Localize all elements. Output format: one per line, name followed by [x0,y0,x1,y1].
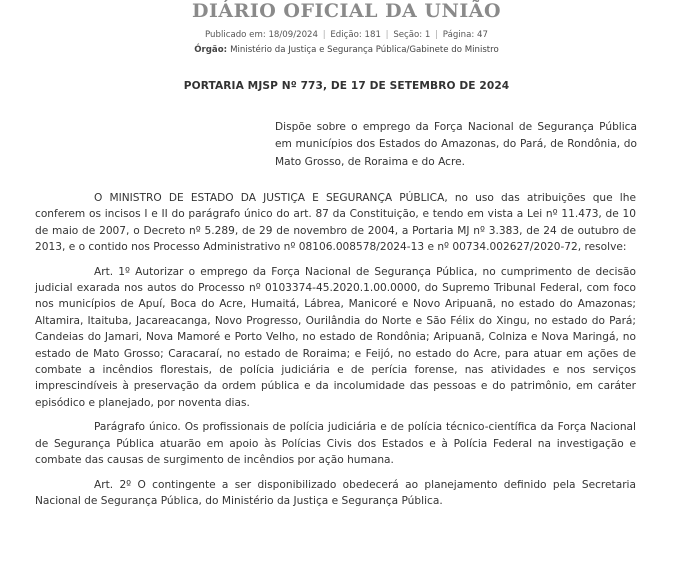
preamble-paragraph: O MINISTRO DE ESTADO DA JUSTIÇA E SEGURANÇA PÚBLICA, no uso das atribuições que lhe conferem os incisos I e II do parágrafo único do art. 87 da Constituição, e tendo em vista a Lei nº 11.473, de 10 de maio de 2007, o Decreto nº 5.289, de 29 de novembro de 2004, a Portaria MJ nº 3.383, de 24 de outubro de 2013, e o contido nos Processo Administrativo nº 08106.008578/2024-13 e nº 00734.002627/2020-72, resolve: [35,192,636,254]
publication-info [0,29,693,41]
article-2-paragraph: Art. 2º O contingente a ser disponibilizado obedecerá ao planejamento definido pela Secretaria Nacional de Segurança Pública, do Ministério da Justiça e Segurança Pública. [35,478,636,507]
header [0,0,693,56]
published-date: Publicado em: 18/09/2024 [205,30,318,40]
document-body [35,190,636,517]
separator: | [435,30,439,40]
masthead-title: DIÁRIO OFICIAL DA UNIÃO [191,0,502,22]
ementa: Dispõe sobre o emprego da Força Nacional de Segurança Pública em municípios dos Estados do Amazonas, do Pará, de Rondônia, do Mato Grosso, de Roraima e do Acre. [275,121,637,168]
organ-value: Ministério da Justiça e Segurança Pública/Gabinete do Ministro [230,45,499,55]
article-1-paragraph: Art. 1º Autorizar o emprego da Força Nacional de Segurança Pública, no cumprimento de decisão judicial exarada nos autos do Processo nº 0103374-45.2020.1.00.0000, do Supremo Tribunal Federal, com foco nos municípios de Apuí, Boca do Acre, Humaitá, Lábrea, Manicoré e Novo Aripuanã, no estado do Amazonas; Altamira, Itaituba, Jacareacanga, Novo Progresso, Ourilândia do Norte e São Félix do Xingu, no estado do Pará; Candeias do Jamari, Nova Mamoré e Porto Velho, no estado de Rondônia; Aripuanã, Colniza e Nova Maringá, no estado de Mato Grosso; Caracaraí, no estado de Roraima; e Feijó, no estado do Acre, para atuar em ações de combate a incêndios florestais, de polícia judiciária e de perícia forense, nas atividades e nos serviços imprescindíveis à preservação da ordem pública e da incolumidade das pessoas e do patrimônio, em caráter episódico e planejado, por noventa dias. [35,265,636,409]
document-title: PORTARIA MJSP Nº 773, DE 17 DE SETEMBRO DE 2024 [183,80,510,92]
organ-label: Órgão: [194,45,228,55]
edition-number: Edição: 181 [330,30,381,40]
page-number: Página: 47 [442,30,488,40]
sole-paragraph: Parágrafo único. Os profissionais de polícia judiciária e de polícia técnico-científica da Força Nacional de Segurança Pública atuarão em apoio às Polícias Civis dos Estados e à Polícia Federal na investigação e combate das causas de surgimento de incêndios por ação humana. [35,421,636,467]
section-number: Seção: 1 [393,30,431,40]
organ-line [0,44,693,56]
separator: | [385,30,389,40]
separator: | [322,30,326,40]
